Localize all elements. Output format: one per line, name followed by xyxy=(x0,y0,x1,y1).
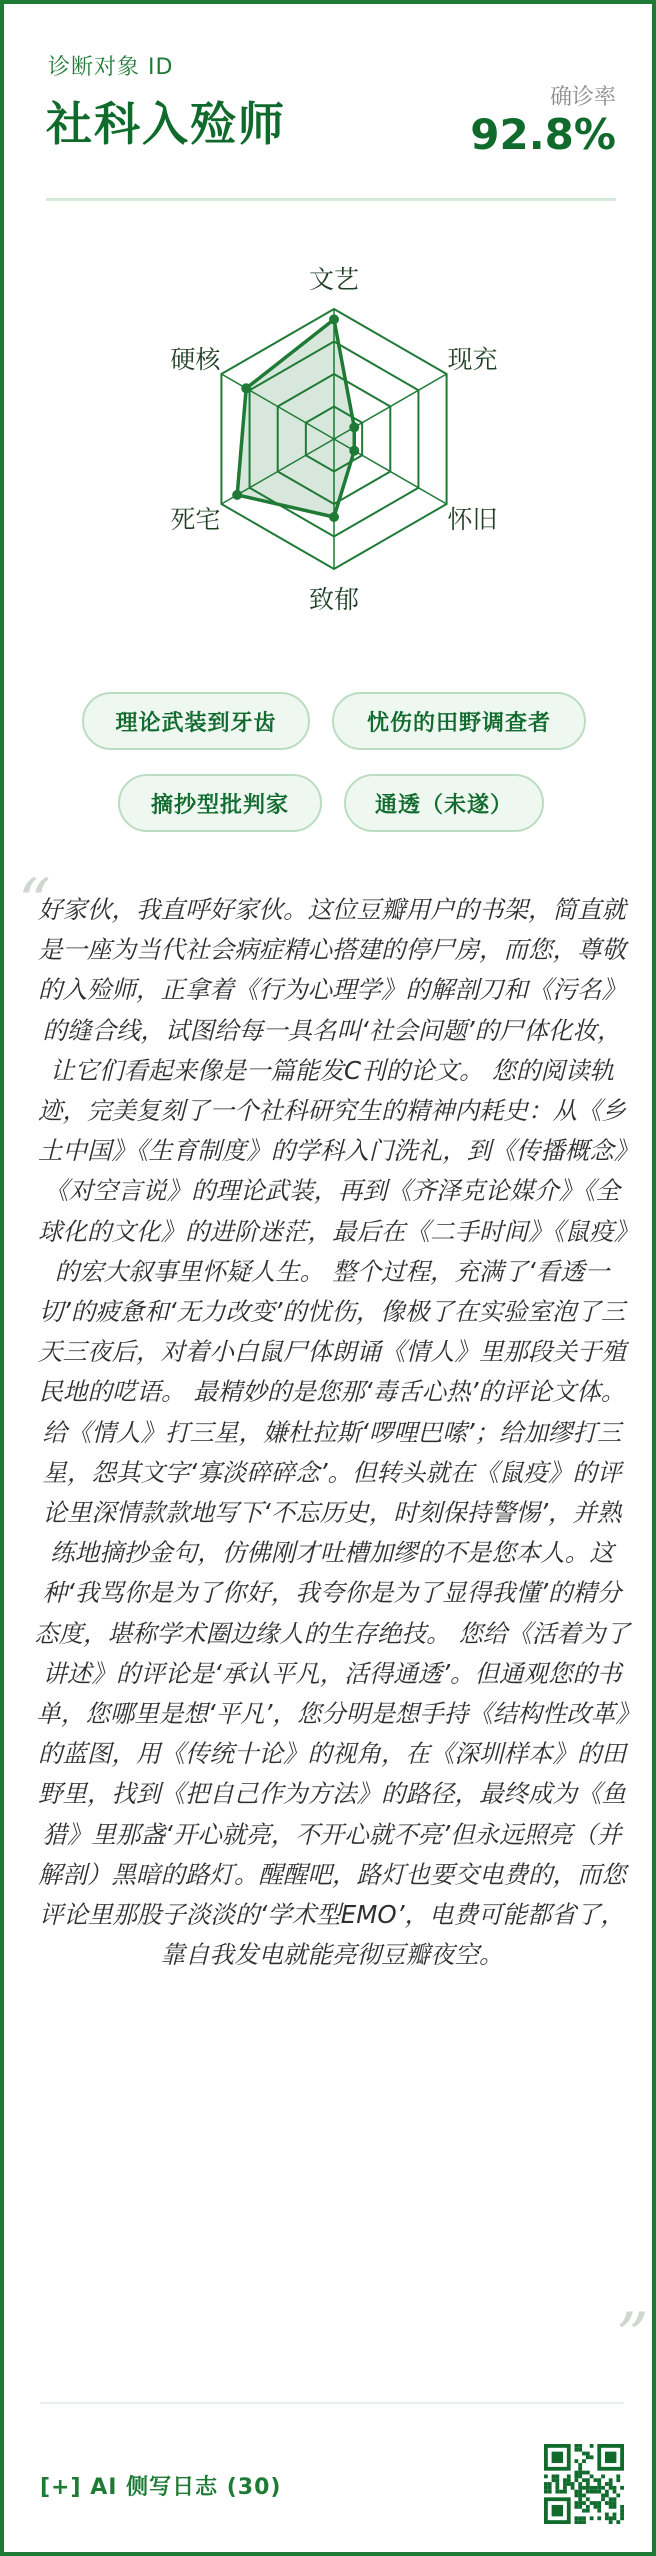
card-header xyxy=(44,44,620,164)
radar-data-point xyxy=(349,422,359,432)
diagnosis-title: 社科入殓师 xyxy=(46,97,286,151)
profile-body-text: 好家伙，我直呼好家伙。这位豆瓣用户的书架，简直就是一座为当代社会病症精心搭建的停尸房，而您，尊敬的入殓师，正拿着《行为心理学》的解剖刀和《污名》的缝合线，试图给每一具名叫‘社会问题’的尸体化妆，让它们看起来像是一篇能发C刊的论文。 您的阅读轨迹，完美复刻了一个社科研究生的精神内耗史：从《乡土中国》《生育制度》的学科入门洗礼，到《传播概念》《对空言说》的理论武装，再到《齐泽克论媒介》《全球化的文化》的进阶迷茫，最后在《二手时间》《鼠疫》的宏大叙事里怀疑人生。 整个过程，充满了‘看透一切’的疲惫和‘无力改变’的忧伤，像极了在实验室泡了三天三夜后，对着小白鼠尸体朗诵《情人》里那段关于殖民地的呓语。 最精妙的是您那‘毒舌心热’的评论文体。给《情人》打三星，嫌杜拉斯‘啰哩巴嗦’；给加缪打三星，怨其文字‘寡淡碎碎念’。但转头就在《鼠疫》的评论里深情款款地写下‘不忘历史，时刻保持警惕’，并熟练地摘抄金句，仿佛刚才吐槽加缪的不是您本人。这种‘我骂你是为了你好，我夸你是为了显得我懂’的精分态度，堪称学术圈边缘人的生存绝技。 您给《活着为了讲述》的评论是‘承认平凡，活得通透’。但通观您的书单，您哪里是想‘平凡’，您分明是想手持《结构性改革》的蓝图，用《传统十论》的视角，在《深圳样本》的田野里，找到《把自己作为方法》的路径，最终成为《鱼猎》里那盏‘开心就亮，不开心就不亮’但永远照亮（并解剖）黑暗的路灯。醒醒吧，路灯也要交电费的，而您评论里那股子淡淡的‘学术型EMO’，电费可能都省了，靠自我发电就能亮彻豆瓣夜空。 xyxy=(34,895,630,1970)
radar-axis-label: 死宅 xyxy=(170,505,221,534)
radar-data-point xyxy=(329,314,339,324)
radar-data-area xyxy=(237,319,354,517)
footer-divider xyxy=(40,2402,624,2404)
radar-data-point xyxy=(232,490,242,500)
radar-axis-label: 致郁 xyxy=(308,585,360,614)
header-divider xyxy=(46,198,616,201)
radar-data-point xyxy=(329,512,339,522)
diagnosis-rate-value: 92.8% xyxy=(470,110,616,159)
qr-code-icon xyxy=(544,2444,624,2524)
radar-data-point xyxy=(241,383,251,393)
tag-list xyxy=(4,684,656,844)
tag-item: 摘抄型批判家 xyxy=(118,774,322,832)
ai-profile-log-link[interactable]: [+] AI 侧写日志 (30) xyxy=(40,2475,282,2500)
radar-chart xyxy=(124,244,544,644)
radar-data-point xyxy=(349,446,359,456)
close-quote-icon: ” xyxy=(616,2300,649,2374)
diagnosis-rate-label: 确诊率 xyxy=(549,85,616,110)
radar-axis-label: 怀旧 xyxy=(447,505,498,534)
radar-axis-label: 文艺 xyxy=(308,265,360,294)
diagnosis-id-label: 诊断对象 ID xyxy=(48,55,174,80)
open-quote-icon: “ xyxy=(18,866,51,940)
radar-axis-label: 现充 xyxy=(447,345,498,374)
radar-axis-label: 硬核 xyxy=(170,345,221,374)
tag-item: 通透（未遂） xyxy=(344,774,544,832)
tag-item: 忧伤的田野调查者 xyxy=(332,692,586,750)
tag-item: 理论武装到牙齿 xyxy=(82,692,310,750)
